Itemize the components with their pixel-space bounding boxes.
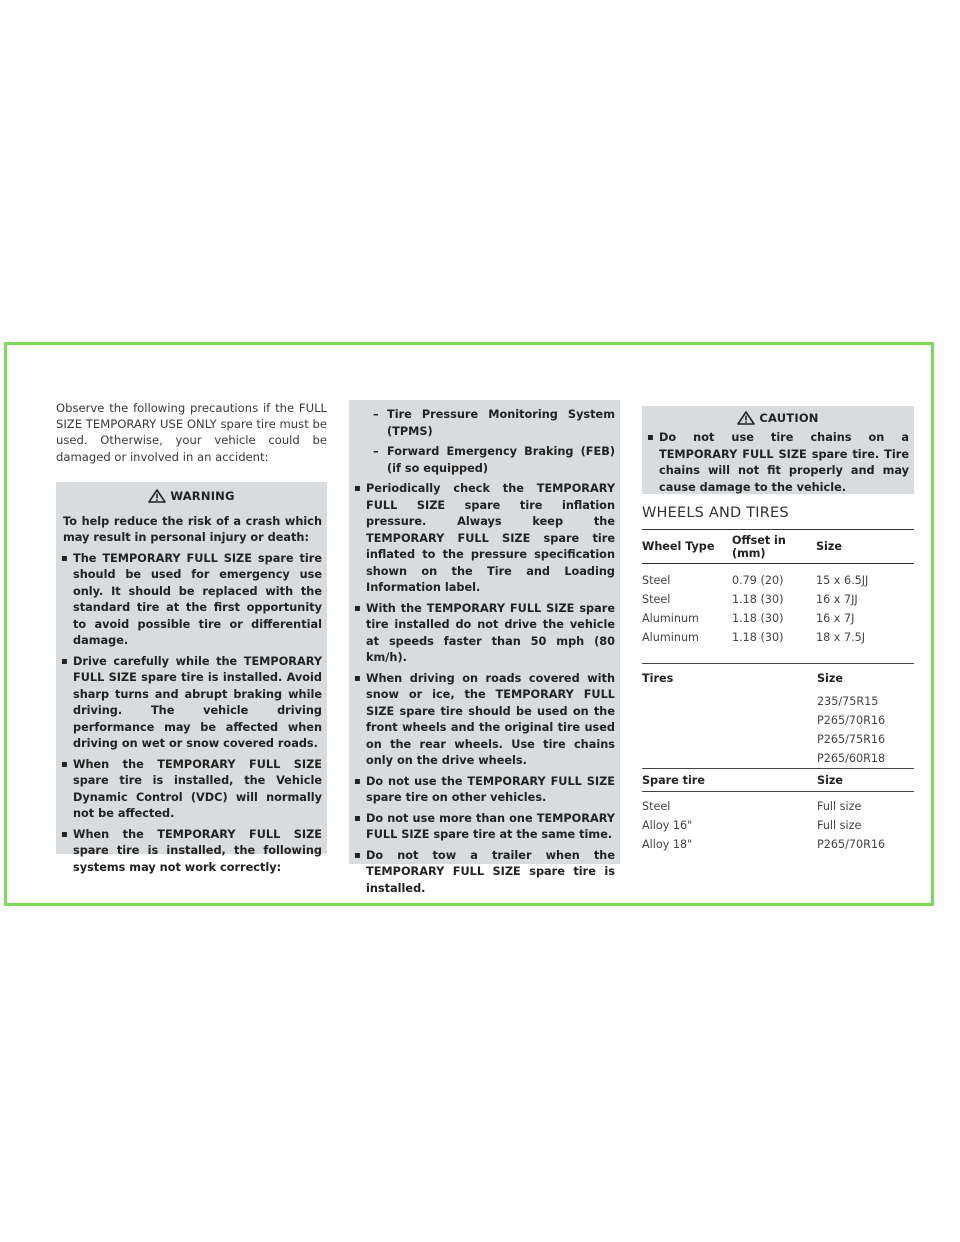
intro-paragraph: Observe the following precautions if the FULL SIZE TEMPORARY USE ONLY spare tire must be used. Otherwise, your vehicle could be damaged or involved in an accident:	[56, 401, 327, 464]
warning-item: ▪ Do not use the TEMPORARY FULL SIZE spare tire on other vehicles.	[349, 774, 615, 807]
wheel-type-cell: Steel	[642, 593, 671, 606]
warning-item: ▪ With the TEMPORARY FULL SIZE spare tire installed do not drive the vehicle at speeds faster than 50 mph (80 km/h).	[349, 601, 615, 667]
warning-triangle-icon	[737, 411, 755, 425]
warning-item: ▪ The TEMPORARY FULL SIZE spare tire should be used for emergency use only. It should be replaced with the standard tire at the first opportunity to avoid possible tire or differential damage.	[56, 551, 322, 650]
tires-table-header	[642, 664, 914, 692]
table-row	[642, 835, 914, 854]
caution-body	[642, 430, 914, 496]
warning-item: ▪ When the TEMPORARY FULL SIZE spare tire is installed, the Vehicle Dynamic Control (VDC) will normally not be affected.	[56, 757, 322, 823]
size-cell: P265/70R16	[817, 838, 886, 851]
column-right	[642, 406, 914, 854]
offset-cell: 1.18 (30)	[732, 612, 784, 625]
size-cell: 235/75R15	[817, 695, 879, 708]
warning-box	[56, 482, 327, 874]
warning-title: WARNING	[170, 488, 235, 503]
warning-continued-list	[349, 481, 615, 897]
table-row	[642, 628, 914, 647]
warning-triangle-icon	[148, 489, 166, 503]
header-spare-tire: Spare tire	[642, 773, 705, 787]
caution-header	[642, 406, 914, 430]
header-tires: Tires	[642, 671, 674, 685]
spare-type-cell: Alloy 18"	[642, 838, 693, 851]
size-cell: Full size	[817, 800, 862, 813]
table-row	[642, 797, 914, 816]
table-row	[642, 571, 914, 590]
affected-system-item: – Forward Emergency Braking (FEB) (if so equipped)	[349, 444, 615, 477]
header-size: Size	[817, 773, 843, 787]
caution-list	[642, 430, 909, 496]
warning-item: ▪ When driving on roads covered with snow or ice, the TEMPORARY FULL SIZE spare tire should be used on the front wheels and the original tire used on the rear wheels. Use tire chains only on the drive wheels.	[349, 671, 615, 770]
offset-cell: 0.79 (20)	[732, 574, 784, 587]
size-cell: P265/60R18	[817, 752, 886, 765]
size-cell: 16 x 7J	[816, 612, 855, 625]
warning-header	[56, 482, 327, 510]
warning-box-continued	[349, 400, 620, 895]
affected-system-item: – Tire Pressure Monitoring System (TPMS)	[349, 407, 615, 440]
warning-item: ▪ Periodically check the TEMPORARY FULL SIZE spare tire inflation pressure. Always keep the TEMPORARY FULL SIZE spare tire inflated to the pressure specification shown on the Tire and Loading Information label.	[349, 481, 615, 597]
size-cell: 18 x 7.5J	[816, 631, 866, 644]
size-cell: Full size	[817, 819, 862, 832]
wheel-type-cell: Aluminum	[642, 631, 699, 644]
section-title: WHEELS AND TIRES	[642, 505, 789, 521]
column-middle	[349, 400, 620, 895]
table-row	[642, 590, 914, 609]
warning-list	[56, 551, 322, 877]
caution-title: CAUTION	[759, 411, 819, 425]
size-cell: P265/70R16	[817, 714, 886, 727]
affected-systems-list	[349, 407, 615, 477]
table-row	[642, 749, 914, 768]
offset-cell: 1.18 (30)	[732, 631, 784, 644]
caution-item: ▪ Do not use tire chains on a TEMPORARY FULL SIZE spare tire. Tire chains will not fit properly and may cause damage to the vehicle.	[642, 430, 909, 496]
table-row	[642, 692, 914, 711]
wheels-table-header	[642, 530, 914, 563]
warning-body	[56, 514, 327, 877]
table-row	[642, 730, 914, 749]
warning-lead: To help reduce the risk of a crash which may result in personal injury or death:	[63, 514, 322, 545]
spare-type-cell: Alloy 16"	[642, 819, 693, 832]
header-size: Size	[816, 540, 842, 553]
size-cell: 15 x 6.5JJ	[816, 574, 869, 587]
column-left	[56, 400, 327, 874]
wheel-type-cell: Steel	[642, 574, 671, 587]
table-row	[642, 609, 914, 628]
warning-item: ▪ When the TEMPORARY FULL SIZE spare tire is installed, the following systems may not work correctly:	[56, 827, 322, 877]
wheel-type-cell: Aluminum	[642, 612, 699, 625]
header-size: Size	[817, 671, 843, 685]
warning-item: ▪ Drive carefully while the TEMPORARY FULL SIZE spare tire is installed. Avoid sharp turns and abrupt braking while driving. The vehicle driving performance may be affected when driving on wet or snow covered roads.	[56, 654, 322, 753]
size-cell: 16 x 7JJ	[816, 593, 858, 606]
size-cell: P265/75R16	[817, 733, 886, 746]
header-offset: Offset in (mm)	[732, 533, 786, 560]
offset-cell: 1.18 (30)	[732, 593, 784, 606]
table-row	[642, 816, 914, 835]
spare-type-cell: Steel	[642, 800, 671, 813]
spare-table-header	[642, 769, 914, 791]
table-row	[642, 711, 914, 730]
warning-continued-body	[349, 407, 620, 897]
table-rule	[642, 791, 914, 792]
warning-item: ▪ Do not tow a trailer when the TEMPORARY FULL SIZE spare tire is installed.	[349, 848, 615, 898]
header-wheel-type: Wheel Type	[642, 540, 715, 553]
caution-box	[642, 406, 914, 494]
table-rule	[642, 563, 914, 564]
warning-item: ▪ Do not use more than one TEMPORARY FULL SIZE spare tire at the same time.	[349, 811, 615, 844]
